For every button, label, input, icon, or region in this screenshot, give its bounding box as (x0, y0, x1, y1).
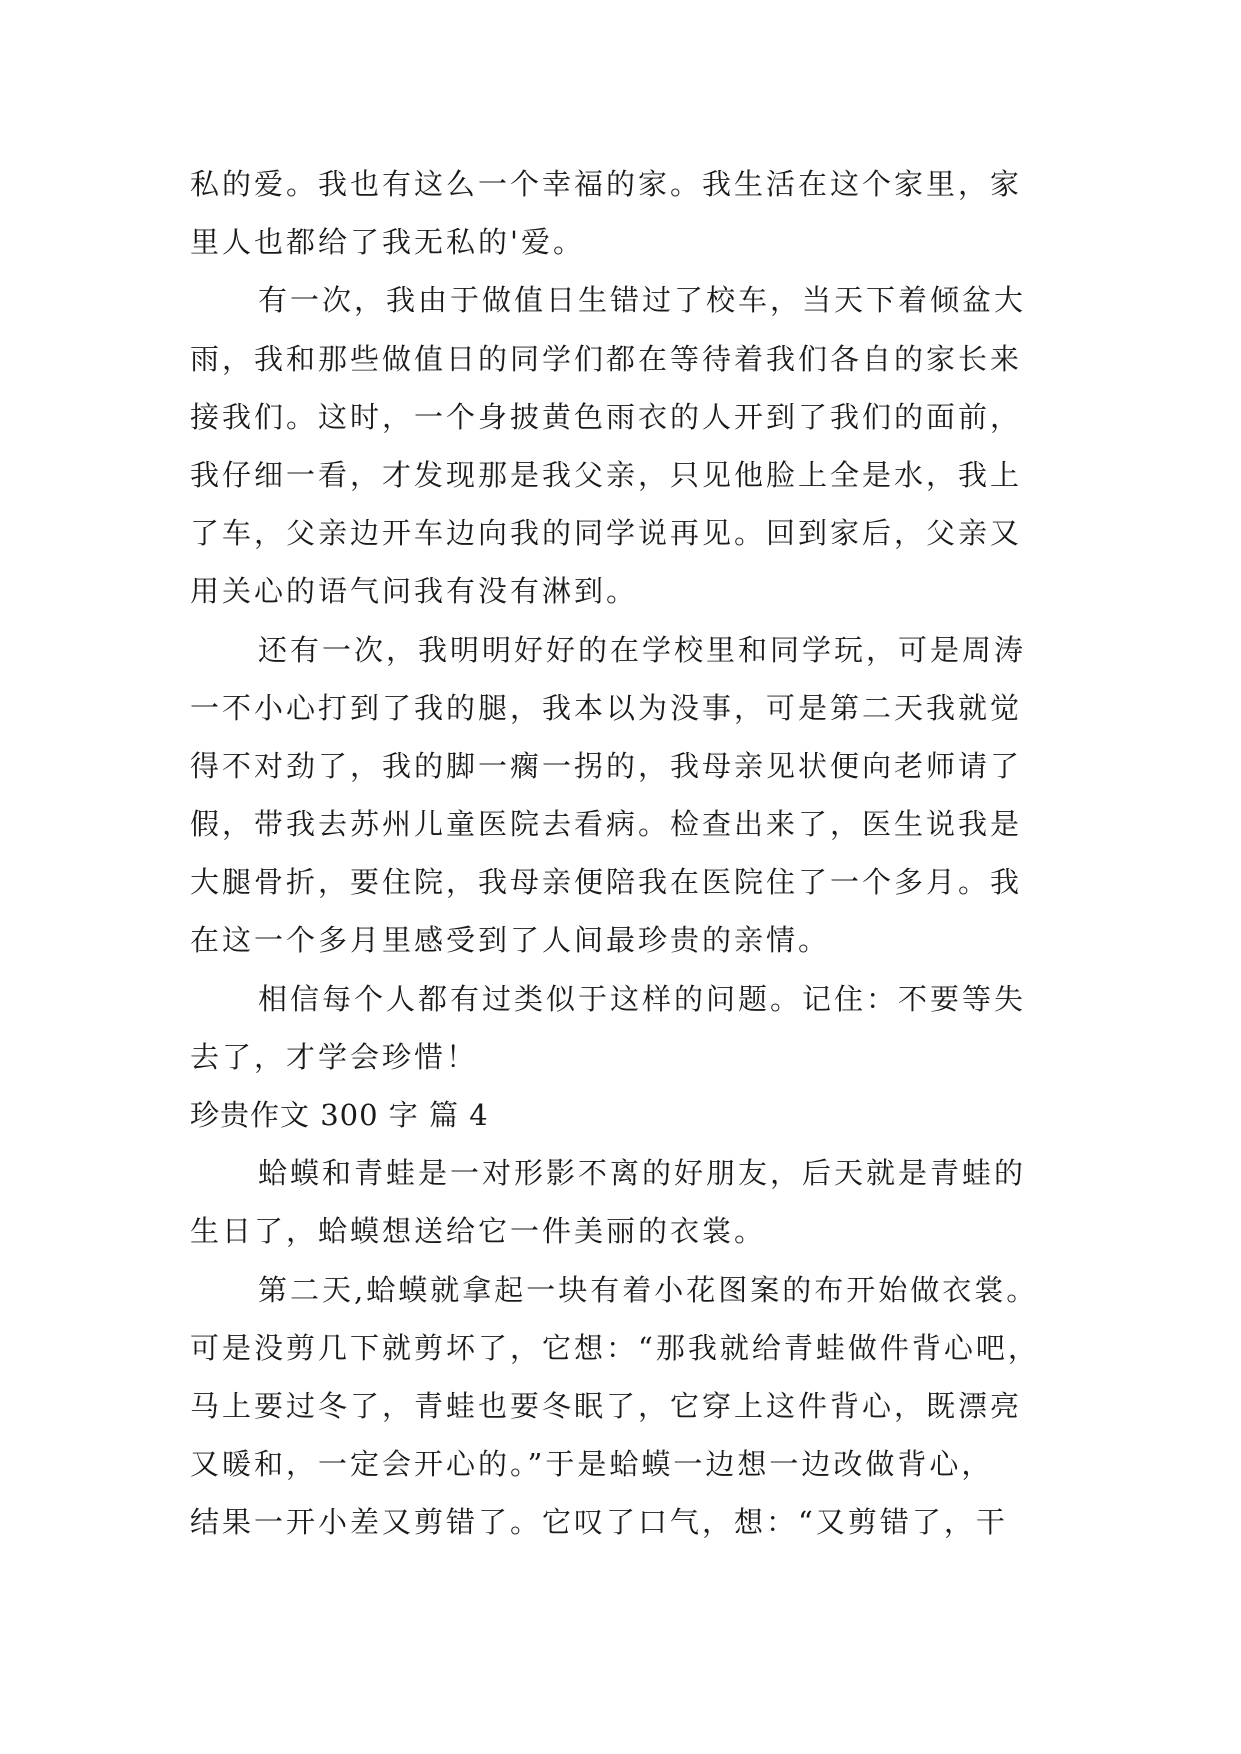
text-line: 去了，才学会珍惜！ (190, 1039, 479, 1074)
text-line: 可是没剪几下就剪坏了，它想：“那我就给青蛙做件背心吧， (190, 1330, 1040, 1365)
text-line: 生日了，蛤蟆想送给它一件美丽的衣裳。 (190, 1214, 767, 1249)
text-line: 大腿骨折，要住院，我母亲便陪我在医院住了一个多月。我 (190, 865, 1023, 900)
text-line: 我仔细一看，才发现那是我父亲，只见他脸上全是水，我上 (190, 457, 1023, 492)
text-line: 一不小心打到了我的腿，我本以为没事，可是第二天我就觉 (190, 690, 1023, 725)
paragraph-first-line: 有一次，我由于做值日生错过了校车，当天下着倾盆大 (258, 283, 1027, 318)
text-line: 接我们。这时，一个身披黄色雨衣的人开到了我们的面前， (190, 399, 1023, 434)
paragraph-first-line: 蛤蟆和青蛙是一对形影不离的好朋友，后天就是青蛙的 (258, 1156, 1027, 1191)
paragraph-first-line: 第二天,蛤蟆就拿起一块有着小花图案的布开始做衣裳。 (258, 1272, 1039, 1307)
section-heading: 珍贵作文 300 字 篇 4 (190, 1098, 489, 1132)
document-body (190, 155, 1050, 1552)
text-line: 得不对劲了，我的脚一瘸一拐的，我母亲见状便向老师请了 (190, 748, 1023, 783)
text-line: 了车，父亲边开车边向我的同学说再见。回到家后，父亲又 (190, 516, 1023, 551)
paragraph-first-line: 相信每个人都有过类似于这样的问题。记住：不要等失 (258, 981, 1027, 1016)
text-line: 在这一个多月里感受到了人间最珍贵的亲情。 (190, 923, 831, 958)
paragraph-first-line: 还有一次，我明明好好的在学校里和同学玩，可是周涛 (258, 632, 1027, 667)
text-line: 又暖和，一定会开心的。”于是蛤蟆一边想一边改做背心， (190, 1447, 994, 1482)
text-line: 结果一开小差又剪错了。它叹了口气，想：“又剪错了，干 (190, 1505, 1008, 1540)
text-line: 私的爱。我也有这么一个幸福的家。我生活在这个家里，家 (190, 167, 1023, 201)
text-line: 雨，我和那些做值日的同学们都在等待着我们各自的家长来 (190, 341, 1023, 376)
text-line: 用关心的语气问我有没有淋到。 (190, 574, 639, 609)
text-line: 里人也都给了我无私的'爱。 (190, 225, 585, 260)
text-line: 假，带我去苏州儿童医院去看病。检查出来了，医生说我是 (190, 807, 1023, 842)
text-line: 马上要过冬了，青蛙也要冬眠了，它穿上这件背心，既漂亮 (190, 1388, 1023, 1423)
